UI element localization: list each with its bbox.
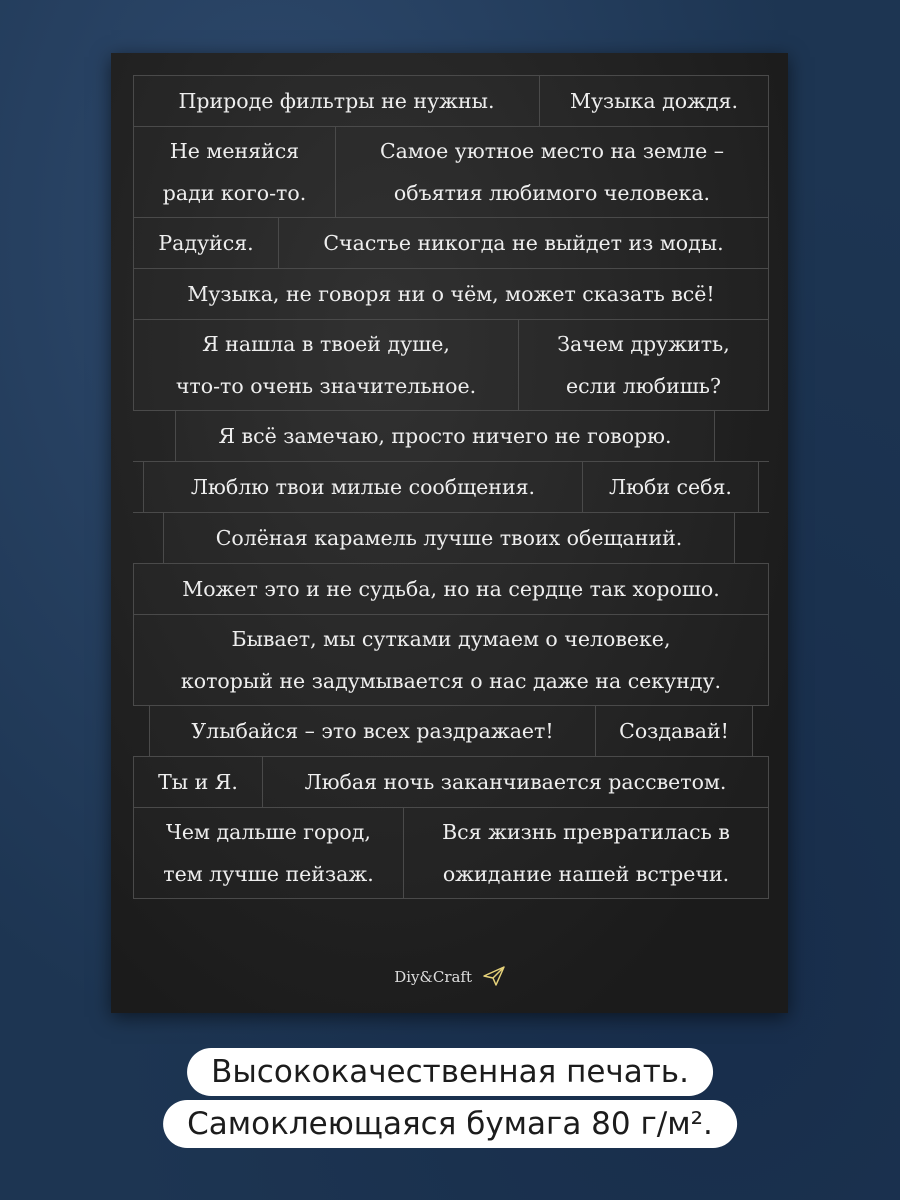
sticker: Люблю твои милые сообщения.: [143, 462, 583, 512]
sticker: Самое уютное место на земле – объятия любимого человека.: [336, 127, 769, 217]
sticker-row: [133, 410, 769, 461]
sticker: Ты и Я.: [133, 757, 263, 807]
sticker-row: [133, 563, 769, 614]
sticker: Природе фильтры не нужны.: [133, 76, 540, 126]
sticker: Солёная карамель лучше твоих обещаний.: [163, 513, 735, 563]
sticker: Чем дальше город, тем лучше пейзаж.: [133, 808, 404, 898]
sticker: Зачем дружить, если любишь?: [519, 320, 769, 410]
caption-line-2: Самоклеющаяся бумага 80 г/м².: [163, 1100, 737, 1148]
sticker-row: [133, 461, 769, 512]
sticker-row: [133, 756, 769, 807]
sticker-row: [133, 126, 769, 217]
brand-name: Diy&Craft: [394, 968, 473, 986]
sticker-row: [133, 705, 769, 756]
sticker: Улыбайся – это всех раздражает!: [149, 706, 596, 756]
sticker: Музыка, не говоря ни о чём, может сказать всё!: [133, 269, 769, 319]
sticker: Бывает, мы сутками думаем о человеке, который не задумывается о нас даже на секунду.: [133, 615, 769, 705]
sticker-row: [133, 512, 769, 563]
sticker: Вся жизнь превратилась в ожидание нашей встречи.: [404, 808, 769, 898]
sticker: Люби себя.: [583, 462, 759, 512]
sticker-grid: [133, 75, 769, 899]
sticker: Радуйся.: [133, 218, 279, 268]
caption-line-1: Высококачественная печать.: [187, 1048, 713, 1096]
paper-plane-icon: [483, 966, 505, 990]
sticker: Я всё замечаю, просто ничего не говорю.: [175, 411, 715, 461]
sticker-row: [133, 268, 769, 319]
sticker-row: [133, 319, 769, 410]
sticker: Музыка дождя.: [540, 76, 769, 126]
sticker: Я нашла в твоей душе, что-то очень значительное.: [133, 320, 519, 410]
sticker: Создавай!: [596, 706, 753, 756]
sticker-row: [133, 217, 769, 268]
sticker-row: [133, 75, 769, 126]
sticker: Любая ночь заканчивается рассветом.: [263, 757, 769, 807]
sticker: Может это и не судьба, но на сердце так хорошо.: [133, 564, 769, 614]
brand-logo: [111, 966, 788, 990]
sticker-row: [133, 807, 769, 899]
sticker: Не меняйся ради кого-то.: [133, 127, 336, 217]
sticker-row: [133, 614, 769, 705]
sticker: Счастье никогда не выйдет из моды.: [279, 218, 769, 268]
